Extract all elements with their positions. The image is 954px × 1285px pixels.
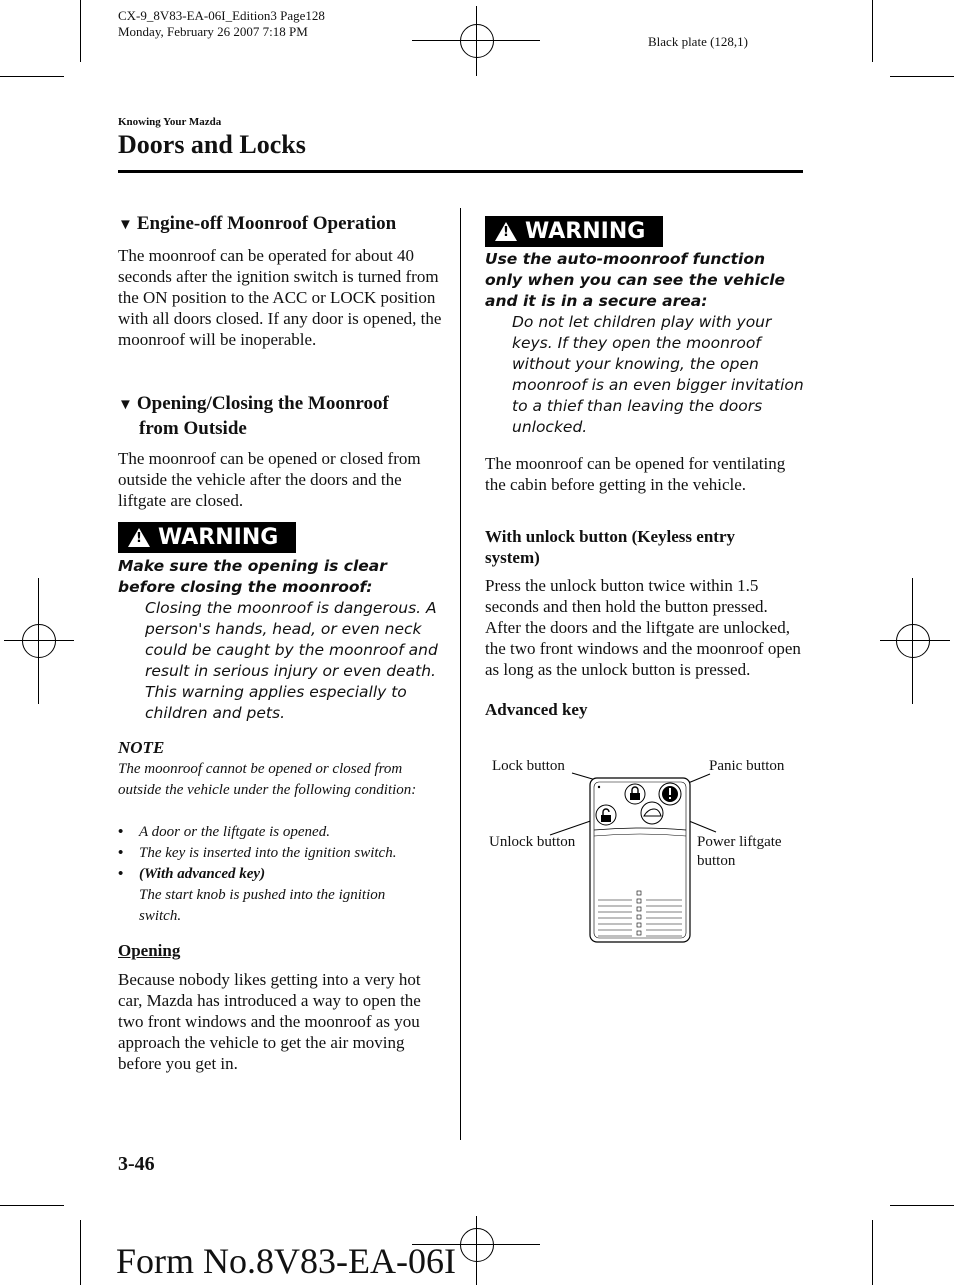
note-intro: The moonroof cannot be opened or closed from outside the vehicle under the following condition: — [118, 761, 417, 798]
bullet-icon: • — [118, 824, 124, 840]
page-title: Doors and Locks — [118, 130, 306, 159]
note-bullet: • A door or the liftgate is opened. — [118, 822, 438, 843]
print-file-line2: Monday, February 26 2007 7:18 PM — [118, 24, 308, 39]
opening-closing-paragraph: The moonroof can be opened or closed from outside the vehicle after the doors and the liftgate are closed. — [118, 449, 421, 510]
engine-off-paragraph: The moonroof can be operated for about 40 seconds after the ignition switch is turned from the ON position to the ACC or LOCK position with all doors closed. If any door is opened, the moonroof will be inoperable. — [118, 246, 442, 349]
warning-body-right: Do not let children play with your keys. If they open the moonroof without your knowing, the open moonroof is an even bigger invitation to a thief than leaving the doors unlocked. — [512, 313, 804, 436]
callout-panic-button: Panic button — [709, 758, 785, 774]
panic-button-icon — [659, 783, 681, 805]
column-divider — [460, 208, 461, 1140]
power-liftgate-button-icon — [641, 802, 663, 824]
heading-opening-closing-line2: from Outside — [139, 418, 247, 439]
warning-lead-left: Make sure the opening is clear before closing the moonroof: — [118, 557, 387, 596]
warning-banner-left — [118, 522, 296, 553]
plate-label: Black plate (128,1) — [648, 34, 748, 49]
note-bullet: • (With advanced key) — [118, 864, 438, 885]
warning-label: WARNING — [525, 219, 646, 244]
triangle-marker-icon: ▼ — [118, 217, 133, 233]
note-label: NOTE — [118, 738, 165, 757]
callout-power-liftgate-button: Power liftgate button — [697, 834, 782, 869]
warning-label: WARNING — [158, 525, 279, 550]
unlock-procedure-paragraph: Press the unlock button twice within 1.5 seconds and then hold the button pressed. After the doors and the liftgate are unlocked, the two front windows and the moonroof open as long as the unlock button is pressed. — [485, 576, 801, 679]
title-rule — [118, 170, 803, 173]
warning-banner-right — [485, 216, 663, 247]
opening-heading: Opening — [118, 941, 181, 960]
warning-triangle-icon: ! — [495, 222, 517, 241]
bullet-icon: • — [118, 866, 124, 882]
page-number: 3-46 — [118, 1153, 155, 1175]
heading-engine-off-text: Engine-off Moonroof Operation — [136, 213, 397, 234]
warning-body-left: Closing the moonroof is dangerous. A person's hands, head, or even neck could be caught by the moonroof and result in serious injury or even death. This warning applies especially to children and pets. — [145, 599, 438, 722]
print-file-info — [118, 8, 325, 40]
form-number: Form No.8V83-EA-06I — [116, 1241, 456, 1281]
opening-paragraph: Because nobody likes getting into a very hot car, Mazda has introduced a way to open the two front windows and the moonroof as you approach the vehicle to get the air moving before you get in. — [118, 970, 421, 1073]
unlock-button-icon — [596, 805, 616, 825]
note-bullet: • The key is inserted into the ignition switch. — [118, 843, 438, 864]
section-kicker: Knowing Your Mazda — [118, 116, 222, 128]
triangle-marker-icon: ▼ — [118, 397, 133, 413]
heading-opening-closing — [118, 392, 448, 440]
warning-lead-right: Use the auto-moonroof function only when you can see the vehicle and it is in a secure area: — [485, 250, 786, 310]
unlock-button-heading: With unlock button (Keyless entry system) — [485, 527, 735, 567]
callout-unlock-button: Unlock button — [489, 834, 576, 850]
print-file-line1: CX-9_8V83-EA-06I_Edition3 Page128 — [118, 8, 325, 23]
warning-triangle-icon: ! — [128, 528, 150, 547]
lock-button-icon — [625, 784, 645, 804]
bullet-icon: • — [118, 845, 124, 861]
ventilating-paragraph: The moonroof can be opened for ventilating the cabin before getting in the vehicle. — [485, 454, 786, 494]
advanced-key-label: Advanced key — [485, 700, 588, 719]
heading-engine-off — [118, 212, 448, 237]
note-bullet-continuation: The start knob is pushed into the ignition switch. — [139, 887, 386, 924]
callout-lock-button: Lock button — [492, 758, 565, 774]
heading-opening-closing-line1: Opening/Closing the Moonroof — [136, 393, 389, 414]
advanced-key-diagram — [480, 760, 810, 950]
